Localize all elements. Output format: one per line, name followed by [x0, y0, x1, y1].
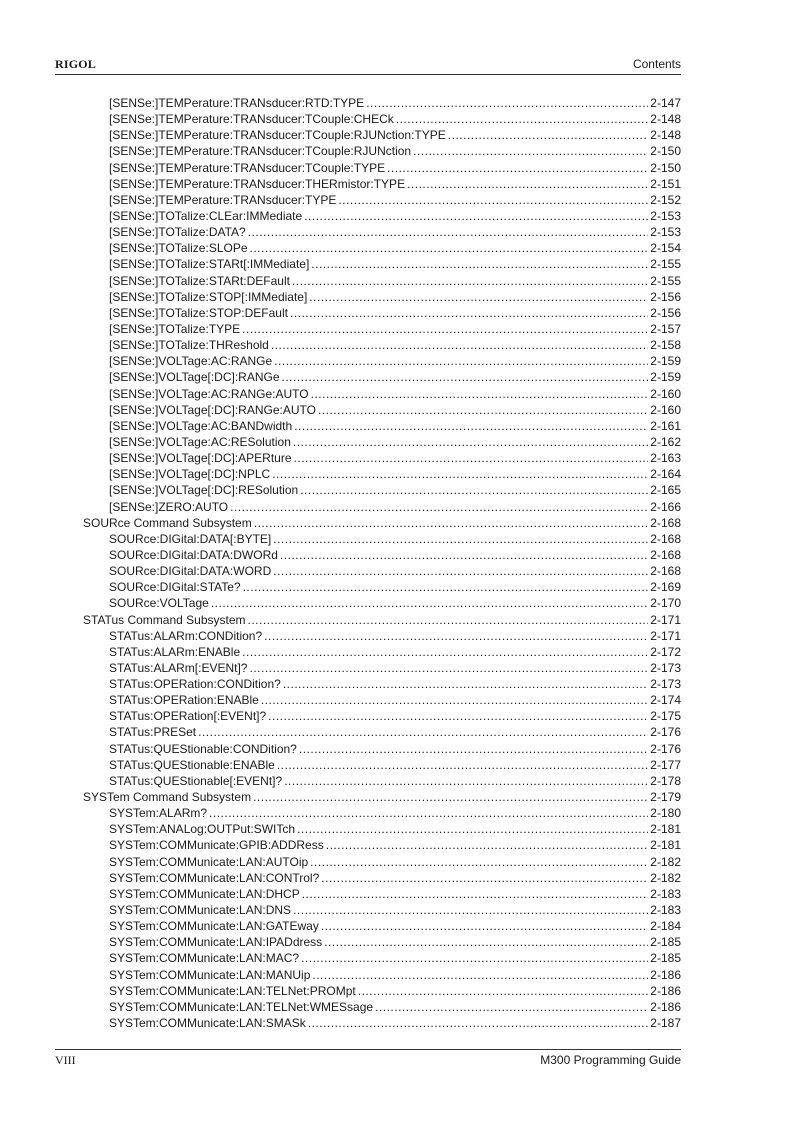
- toc-entry-label: SOURce:DIGital:DATA:DWORd: [109, 547, 278, 562]
- toc-entry[interactable]: [55, 176, 681, 192]
- dot-leader: [230, 499, 648, 515]
- toc-entry[interactable]: [55, 886, 681, 902]
- toc-entry-label: SOURce Command Subsystem: [83, 515, 252, 530]
- toc-entry-label: SYSTem:COMMunicate:GPIB:ADDRess: [109, 838, 324, 853]
- toc-entry-label: [SENSe:]TEMPerature:TRANsducer:TCouple:TYPE: [109, 160, 386, 175]
- toc-entry-page: 2-175: [650, 709, 681, 724]
- dot-leader: [253, 789, 648, 805]
- toc-entry-label: STATus:OPERation:ENABle: [109, 693, 259, 708]
- toc-entry-label: SYSTem:COMMunicate:LAN:MANUip: [109, 967, 311, 982]
- dot-leader: [448, 127, 649, 143]
- toc-entry-label: [SENSe:]TEMPerature:TRANsducer:TCouple:RJUNction:TYPE: [109, 128, 446, 143]
- toc-entry-page: 2-181: [650, 838, 681, 853]
- toc-entry-page: 2-159: [650, 370, 681, 385]
- toc-entry-page: 2-153: [650, 225, 681, 240]
- toc-entry-label: [SENSe:]VOLTage:AC:RANGe: [109, 354, 273, 369]
- toc-entry[interactable]: [55, 143, 681, 159]
- toc-entry[interactable]: [55, 369, 681, 385]
- section-title: Contents: [632, 57, 681, 71]
- toc-entry-label: SYSTem Command Subsystem: [83, 790, 252, 805]
- dot-leader: [198, 724, 648, 740]
- toc-entry[interactable]: [55, 273, 681, 289]
- toc-entry[interactable]: [55, 902, 681, 918]
- toc-entry-page: 2-187: [650, 1016, 681, 1031]
- dot-leader: [366, 95, 648, 111]
- toc-entry-page: 2-168: [650, 547, 681, 562]
- toc-entry[interactable]: [55, 676, 681, 692]
- toc-entry[interactable]: [55, 450, 681, 466]
- toc-entry-label: SOURce:DIGital:DATA[:BYTE]: [109, 531, 272, 546]
- dot-leader: [308, 1015, 649, 1031]
- dot-leader: [294, 450, 649, 466]
- toc-entry-label: STATus:QUEStionable:ENABle: [109, 757, 275, 772]
- dot-leader: [293, 902, 648, 918]
- dot-leader: [242, 644, 648, 660]
- dot-leader: [310, 854, 648, 870]
- table-of-contents: [55, 95, 681, 1031]
- toc-entry-page: 2-148: [650, 128, 681, 143]
- toc-entry[interactable]: [55, 434, 681, 450]
- toc-entry[interactable]: [55, 918, 681, 934]
- toc-entry[interactable]: [55, 579, 681, 595]
- toc-entry-page: 2-164: [650, 467, 681, 482]
- dot-leader: [304, 208, 648, 224]
- toc-entry-page: 2-154: [650, 241, 681, 256]
- toc-entry[interactable]: [55, 644, 681, 660]
- dot-leader: [250, 240, 649, 256]
- toc-entry[interactable]: [55, 821, 681, 837]
- toc-entry[interactable]: [55, 547, 681, 563]
- toc-entry[interactable]: [55, 741, 681, 757]
- toc-entry-page: 2-162: [650, 434, 681, 449]
- toc-entry-page: 2-180: [650, 806, 681, 821]
- dot-leader: [321, 870, 648, 886]
- dot-leader: [302, 886, 649, 902]
- toc-entry-label: SOURce:DIGital:DATA:WORD: [109, 564, 272, 579]
- toc-entry-page: 2-173: [650, 660, 681, 675]
- toc-entry-page: 2-186: [650, 983, 681, 998]
- toc-entry[interactable]: [55, 289, 681, 305]
- toc-entry[interactable]: [55, 531, 681, 547]
- page-number: VIII: [55, 1053, 76, 1067]
- toc-entry[interactable]: [55, 773, 681, 789]
- toc-entry-page: 2-153: [650, 208, 681, 223]
- toc-entry[interactable]: [55, 837, 681, 853]
- toc-entry-page: 2-171: [650, 628, 681, 643]
- dot-leader: [407, 176, 648, 192]
- dot-leader: [248, 612, 649, 628]
- toc-entry-label: STATus:QUEStionable:CONDition?: [109, 741, 297, 756]
- toc-entry[interactable]: [55, 999, 681, 1015]
- toc-entry-page: 2-177: [650, 757, 681, 772]
- dot-leader: [321, 918, 648, 934]
- dot-leader: [273, 531, 648, 547]
- brand-logo: RIGOL: [55, 57, 97, 71]
- toc-entry-page: 2-182: [650, 870, 681, 885]
- dot-leader: [326, 837, 649, 853]
- toc-entry-label: [SENSe:]VOLTage[:DC]:RESolution: [109, 483, 299, 498]
- toc-entry-label: [SENSe:]TEMPerature:TRANsducer:TYPE: [109, 192, 337, 207]
- toc-section-entry[interactable]: [55, 612, 681, 628]
- toc-entry-page: 2-170: [650, 596, 681, 611]
- toc-entry-page: 2-183: [650, 903, 681, 918]
- toc-entry-page: 2-185: [650, 935, 681, 950]
- toc-entry-page: 2-183: [650, 886, 681, 901]
- toc-entry-label: STATus Command Subsystem: [83, 612, 246, 627]
- dot-leader: [284, 773, 648, 789]
- dot-leader: [311, 386, 649, 402]
- toc-entry-label: SYSTem:ANALog:OUTPut:SWITch: [109, 822, 296, 837]
- toc-entry-label: [SENSe:]VOLTage:AC:BANDwidth: [109, 418, 293, 433]
- dot-leader: [280, 547, 648, 563]
- toc-entry[interactable]: [55, 805, 681, 821]
- toc-entry-page: 2-155: [650, 257, 681, 272]
- toc-entry[interactable]: [55, 224, 681, 240]
- toc-entry[interactable]: [55, 111, 681, 127]
- toc-entry-page: 2-160: [650, 402, 681, 417]
- toc-entry[interactable]: [55, 160, 681, 176]
- toc-entry-page: 2-150: [650, 160, 681, 175]
- toc-entry-label: [SENSe:]TEMPerature:TRANsducer:RTD:TYPE: [109, 96, 365, 110]
- toc-entry[interactable]: [55, 757, 681, 773]
- toc-entry[interactable]: [55, 321, 681, 337]
- dot-leader: [290, 305, 648, 321]
- toc-entry-page: 2-165: [650, 483, 681, 498]
- toc-entry-page: 2-147: [650, 96, 681, 110]
- toc-entry-label: [SENSe:]TEMPerature:TRANsducer:THERmistor:TYPE: [109, 176, 406, 191]
- toc-entry-label: [SENSe:]TOTalize:THReshold: [109, 338, 269, 353]
- toc-entry[interactable]: [55, 256, 681, 272]
- dot-leader: [312, 967, 648, 983]
- toc-entry-label: [SENSe:]TOTalize:SLOPe: [109, 241, 248, 256]
- toc-entry-page: 2-152: [650, 192, 681, 207]
- dot-leader: [293, 434, 648, 450]
- toc-entry-page: 2-182: [650, 854, 681, 869]
- dot-leader: [294, 418, 648, 434]
- toc-entry-label: [SENSe:]VOLTage[:DC]:APERture: [109, 451, 292, 466]
- dot-leader: [272, 466, 648, 482]
- toc-entry[interactable]: [55, 628, 681, 644]
- dot-leader: [249, 660, 648, 676]
- toc-entry-label: SOURce:DIGital:STATe?: [109, 580, 241, 595]
- toc-entry-page: 2-157: [650, 321, 681, 336]
- toc-entry-page: 2-178: [650, 773, 681, 788]
- toc-section-entry[interactable]: [55, 515, 681, 531]
- page-header: [55, 57, 681, 75]
- toc-entry-label: [SENSe:]TOTalize:STOP[:IMMediate]: [109, 289, 308, 304]
- dot-leader: [264, 628, 648, 644]
- toc-entry[interactable]: [55, 127, 681, 143]
- dot-leader: [282, 369, 649, 385]
- dot-leader: [324, 934, 648, 950]
- toc-entry-label: STATus:ALARm[:EVENt]?: [109, 660, 248, 675]
- dot-leader: [268, 708, 648, 724]
- toc-entry[interactable]: [55, 466, 681, 482]
- toc-entry-page: 2-161: [650, 418, 681, 433]
- toc-entry-label: [SENSe:]VOLTage:AC:RANGe:AUTO: [109, 386, 309, 401]
- toc-entry-label: SYSTem:COMMunicate:LAN:DHCP: [109, 886, 300, 901]
- dot-leader: [243, 579, 649, 595]
- toc-entry-page: 2-186: [650, 999, 681, 1014]
- toc-entry-page: 2-163: [650, 451, 681, 466]
- toc-entry-label: STATus:OPERation[:EVENt]?: [109, 709, 267, 724]
- toc-entry-label: SYSTem:COMMunicate:LAN:GATEway: [109, 919, 319, 934]
- toc-entry-label: [SENSe:]TOTalize:CLEar:IMMediate: [109, 208, 303, 223]
- toc-entry[interactable]: [55, 967, 681, 983]
- dot-leader: [274, 353, 648, 369]
- dot-leader: [358, 983, 649, 999]
- toc-entry-page: 2-184: [650, 919, 681, 934]
- toc-entry-label: STATus:ALARm:ENABle: [109, 644, 241, 659]
- toc-entry[interactable]: [55, 595, 681, 611]
- toc-entry[interactable]: [55, 482, 681, 498]
- dot-leader: [299, 741, 648, 757]
- toc-entry-page: 2-185: [650, 951, 681, 966]
- toc-entry-label: [SENSe:]TOTalize:DATA?: [109, 225, 246, 240]
- toc-entry-label: [SENSe:]TOTalize:TYPE: [109, 321, 241, 336]
- toc-entry[interactable]: [55, 983, 681, 999]
- toc-entry[interactable]: [55, 499, 681, 515]
- toc-entry-page: 2-173: [650, 677, 681, 692]
- toc-entry-label: SYSTem:COMMunicate:LAN:TELNet:WMESsage: [109, 999, 374, 1014]
- dot-leader: [261, 692, 648, 708]
- dot-leader: [338, 192, 648, 208]
- footer-divider: [55, 1049, 681, 1050]
- toc-entry-label: SYSTem:ALARm?: [109, 806, 208, 821]
- dot-leader: [292, 273, 648, 289]
- toc-entry[interactable]: [55, 854, 681, 870]
- dot-leader: [300, 482, 648, 498]
- toc-entry-page: 2-168: [650, 531, 681, 546]
- dot-leader: [309, 289, 648, 305]
- toc-entry[interactable]: [55, 240, 681, 256]
- dot-leader: [311, 256, 648, 272]
- toc-entry-label: [SENSe:]TOTalize:STOP:DEFault: [109, 305, 288, 320]
- toc-entry-label: [SENSe:]VOLTage:AC:RESolution: [109, 434, 291, 449]
- toc-entry-label: SYSTem:COMMunicate:LAN:AUTOip: [109, 854, 309, 869]
- toc-entry-label: [SENSe:]ZERO:AUTO: [109, 499, 229, 514]
- toc-entry-page: 2-186: [650, 967, 681, 982]
- toc-entry-page: 2-171: [650, 612, 681, 627]
- toc-entry[interactable]: [55, 418, 681, 434]
- toc-entry[interactable]: [55, 95, 681, 111]
- toc-entry[interactable]: [55, 353, 681, 369]
- toc-entry-page: 2-151: [650, 176, 681, 191]
- toc-entry-label: [SENSe:]TOTalize:STARt[:IMMediate]: [109, 257, 310, 272]
- dot-leader: [396, 111, 649, 127]
- toc-entry[interactable]: [55, 660, 681, 676]
- dot-leader: [242, 321, 648, 337]
- dot-leader: [283, 676, 648, 692]
- toc-entry-label: SYSTem:COMMunicate:LAN:DNS: [109, 903, 292, 918]
- toc-entry[interactable]: [55, 192, 681, 208]
- toc-entry-label: SYSTem:COMMunicate:LAN:IPADdress: [109, 935, 323, 950]
- toc-entry[interactable]: [55, 870, 681, 886]
- toc-entry-label: STATus:PRESet: [109, 725, 197, 740]
- toc-section-entry[interactable]: [55, 789, 681, 805]
- toc-entry-page: 2-155: [650, 273, 681, 288]
- toc-entry[interactable]: [55, 208, 681, 224]
- dot-leader: [254, 515, 649, 531]
- dot-leader: [375, 999, 648, 1015]
- dot-leader: [318, 402, 648, 418]
- toc-entry-page: 2-148: [650, 112, 681, 127]
- toc-entry-page: 2-179: [650, 790, 681, 805]
- toc-entry[interactable]: [55, 337, 681, 353]
- toc-entry[interactable]: [55, 724, 681, 740]
- dot-leader: [413, 143, 648, 159]
- toc-entry[interactable]: [55, 1015, 681, 1031]
- toc-entry-page: 2-181: [650, 822, 681, 837]
- toc-entry[interactable]: [55, 305, 681, 321]
- toc-entry-page: 2-168: [650, 564, 681, 579]
- dot-leader: [387, 160, 648, 176]
- toc-entry-label: [SENSe:]TOTalize:STARt:DEFault: [109, 273, 290, 288]
- header-divider: [55, 74, 681, 75]
- toc-entry[interactable]: [55, 402, 681, 418]
- toc-entry-label: SYSTem:COMMunicate:LAN:SMASk: [109, 1016, 306, 1031]
- dot-leader: [209, 805, 648, 821]
- toc-entry-page: 2-176: [650, 725, 681, 740]
- toc-entry[interactable]: [55, 563, 681, 579]
- dot-leader: [271, 337, 648, 353]
- toc-entry-label: [SENSe:]TEMPerature:TRANsducer:TCouple:RJUNction: [109, 144, 412, 159]
- toc-entry[interactable]: [55, 692, 681, 708]
- toc-entry-label: STATus:OPERation:CONDition?: [109, 677, 281, 692]
- toc-entry-page: 2-172: [650, 644, 681, 659]
- toc-entry-label: SYSTem:COMMunicate:LAN:MAC?: [109, 951, 300, 966]
- page-footer: [55, 1053, 681, 1069]
- toc-entry-label: [SENSe:]TEMPerature:TRANsducer:TCouple:CHECk: [109, 112, 394, 127]
- toc-entry-label: [SENSe:]VOLTage[:DC]:NPLC: [109, 467, 271, 482]
- dot-leader: [211, 595, 648, 611]
- toc-entry[interactable]: [55, 934, 681, 950]
- dot-leader: [277, 757, 648, 773]
- toc-entry-page: 2-176: [650, 741, 681, 756]
- document-title: M300 Programming Guide: [540, 1053, 681, 1067]
- toc-entry[interactable]: [55, 708, 681, 724]
- toc-entry-page: 2-156: [650, 289, 681, 304]
- toc-entry-page: 2-168: [650, 515, 681, 530]
- dot-leader: [301, 950, 648, 966]
- toc-entry[interactable]: [55, 950, 681, 966]
- toc-entry-label: STATus:QUEStionable[:EVENt]?: [109, 773, 283, 788]
- toc-entry-page: 2-158: [650, 338, 681, 353]
- toc-entry-page: 2-159: [650, 354, 681, 369]
- toc-entry-label: SYSTem:COMMunicate:LAN:CONTrol?: [109, 870, 320, 885]
- toc-entry-label: [SENSe:]VOLTage[:DC]:RANGe:AUTO: [109, 402, 316, 417]
- dot-leader: [297, 821, 648, 837]
- toc-entry-page: 2-160: [650, 386, 681, 401]
- toc-entry-page: 2-156: [650, 305, 681, 320]
- toc-entry-label: SYSTem:COMMunicate:LAN:TELNet:PROMpt: [109, 983, 356, 998]
- toc-entry-page: 2-150: [650, 144, 681, 159]
- toc-entry-label: STATus:ALARm:CONDition?: [109, 628, 263, 643]
- toc-entry-page: 2-169: [650, 580, 681, 595]
- dot-leader: [248, 224, 649, 240]
- toc-entry-page: 2-166: [650, 499, 681, 514]
- toc-entry-page: 2-174: [650, 693, 681, 708]
- toc-entry-label: [SENSe:]VOLTage[:DC]:RANGe: [109, 370, 280, 385]
- toc-entry-label: SOURce:VOLTage: [109, 596, 209, 611]
- dot-leader: [273, 563, 648, 579]
- toc-entry[interactable]: [55, 386, 681, 402]
